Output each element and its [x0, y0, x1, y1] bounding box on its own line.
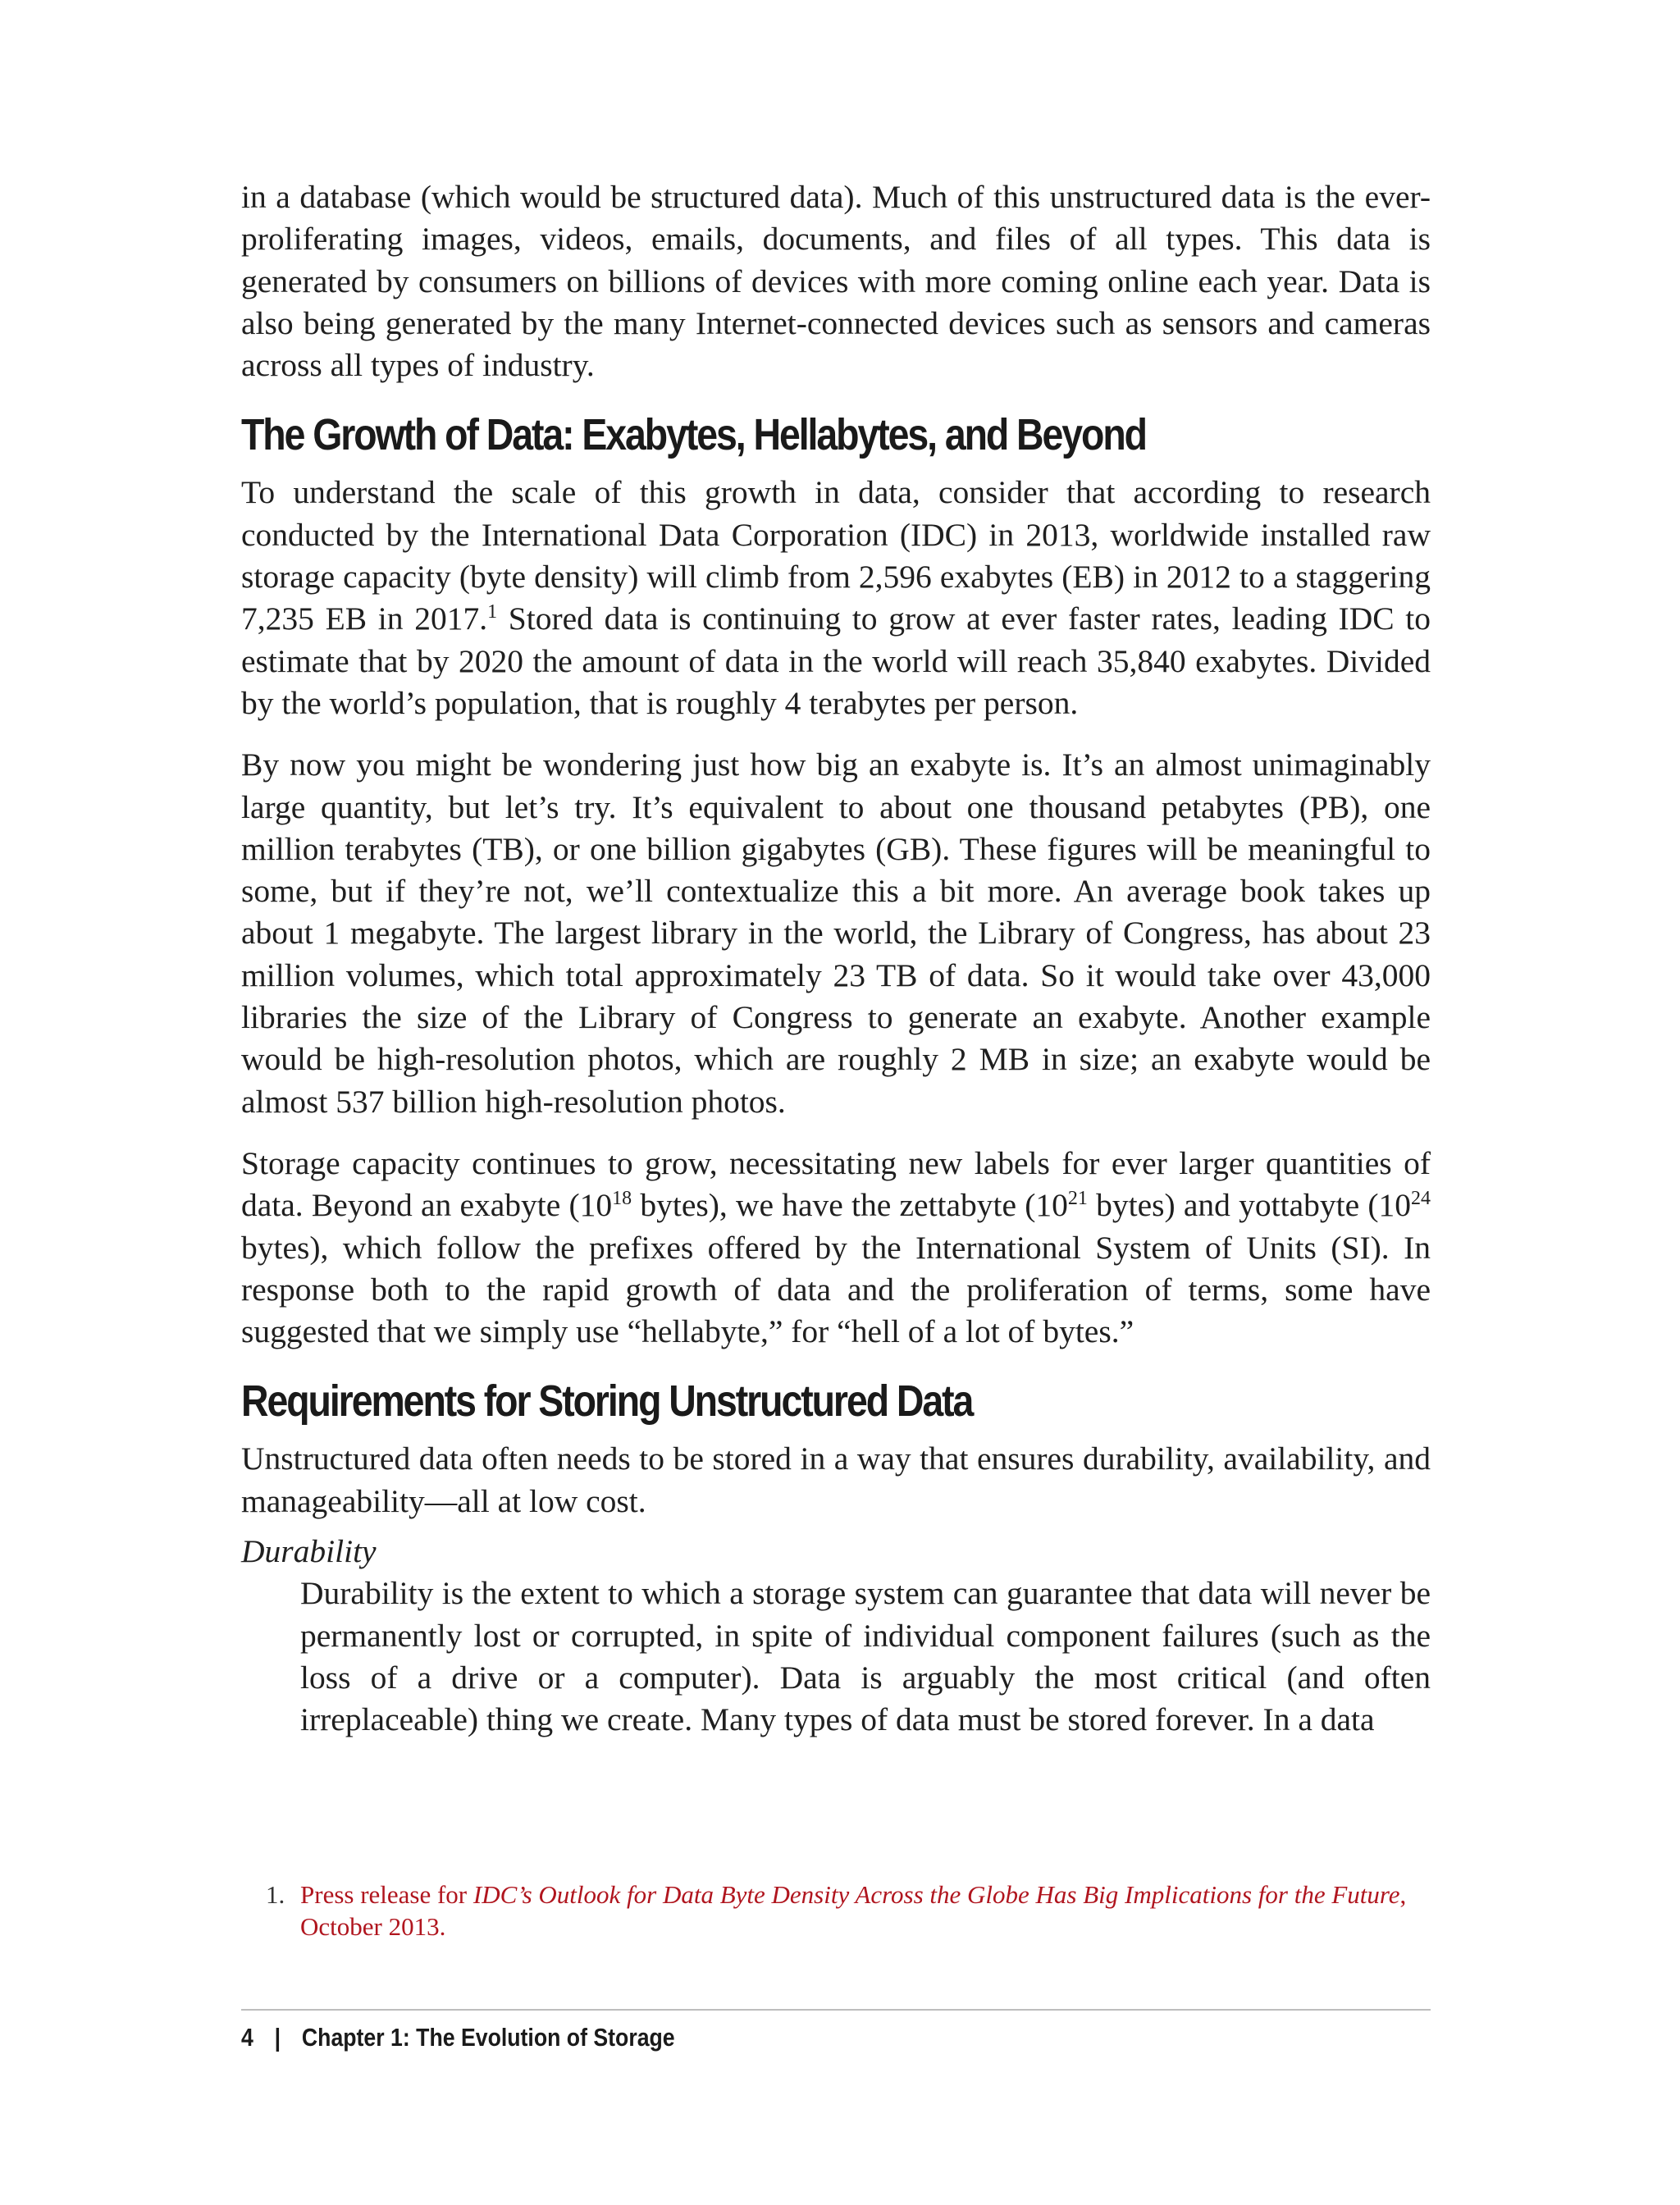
definition-list	[241, 1531, 1431, 1741]
page-number: 4	[241, 2023, 253, 2052]
footnote-suffix: , October 2013.	[300, 1880, 1407, 1941]
paragraph-storage-capacity	[241, 1143, 1431, 1353]
paragraph-exabyte: By now you might be wondering just how big an exabyte is. It’s an almost unimaginably large quantity, but let’s try. It’s equivalent to about one thousand petabytes (PB), one million terabytes (TB), or one billion gigabytes (GB). These figures will be meaningful to some, but if they’re not, we’ll contextualize this a bit more. An average book takes up about 1 megabyte. The largest library in the world, the Library of Congress, has about 23 million volumes, which total approximately 23 TB of data. So it would take over 43,000 libraries the size of the Library of Congress to generate an exabyte. Another example would be high-resolution photos, which are roughly 2 MB in size; an exabyte would be almost 537 billion high-resolution photos.	[241, 746, 1431, 1120]
exponent: 21	[1067, 1188, 1088, 1210]
text-segment: bytes), which follow the prefixes offered by the International System of Units (SI). In response both to the rapid growth of data and the proliferation of terms, some have suggested that we simply use “hellabyte,” for “hell of a lot of bytes.”	[241, 1229, 1431, 1350]
heading-requirements: Requirements for Storing Unstructured Data	[241, 1376, 973, 1427]
footnote-prefix: Press release for	[300, 1880, 473, 1909]
exponent: 18	[612, 1188, 632, 1210]
text-segment: Storage capacity continues to grow, necessitating new labels for ever larger quantities of data. Beyond an exabyte (10	[241, 1144, 1431, 1224]
paragraph-scale-part1: To understand the scale of this growth in data, consider that according to research conducted by the International Data Corporation (IDC) in 2013, worldwide installed raw storage capacity (byte density) will climb from 2,596 exabytes (EB) in 2012 to a staggering 7,235 EB in 2017.	[241, 474, 1431, 637]
footnote-reference[interactable]: 1	[487, 601, 498, 623]
paragraph-requirements: Unstructured data often needs to be stored in a way that ensures durability, availability, and manageability—all at low cost.	[241, 1440, 1431, 1519]
footer-separator: |	[274, 2023, 281, 2052]
footer-divider	[241, 2009, 1431, 2011]
footnote-title: IDC’s Outlook for Data Byte Density Across the Globe Has Big Implications for the Future	[472, 1880, 1400, 1909]
chapter-title: Chapter 1: The Evolution of Storage	[301, 2023, 675, 2052]
paragraph-intro: in a database (which would be structured data). Much of this unstructured data is the ever-proliferating images, videos, emails, documents, and files of all types. This data is generated by consumers on billions of devices with more coming online each year. Data is also being generated by the many Internet-connected devices such as sensors and cameras across all types of industry.	[241, 179, 1431, 384]
page-footer	[241, 2021, 675, 2054]
footnote	[241, 1879, 1431, 1942]
footnote-number: 1.	[266, 1880, 285, 1909]
paragraph-scale	[241, 472, 1431, 724]
exponent: 24	[1410, 1188, 1431, 1210]
text-segment: bytes), we have the zettabyte (10	[632, 1187, 1068, 1224]
heading-growth-of-data: The Growth of Data: Exabytes, Hellabytes, and Beyond	[241, 410, 1146, 460]
definition-term-durability: Durability	[241, 1533, 377, 1570]
page-body	[241, 176, 1431, 1742]
definition-desc-durability: Durability is the extent to which a storage system can guarantee that data will never be permanently lost or corrupted, in spite of individual component failures (such as the loss of a drive or a computer). Data is arguably the most critical (and often irreplaceable) thing we create. Many types of data must be stored forever. In a data	[300, 1575, 1431, 1738]
footnote-text[interactable]	[300, 1879, 1431, 1942]
paragraph-scale-part2: Stored data is continuing to grow at ever faster rates, leading IDC to estimate that by 2020 the amount of data in the world will reach 35,840 exabytes. Divided by the world’s population, that is roughly 4 terabytes per person.	[241, 600, 1431, 721]
text-segment: bytes) and yottabyte (10	[1087, 1187, 1411, 1224]
